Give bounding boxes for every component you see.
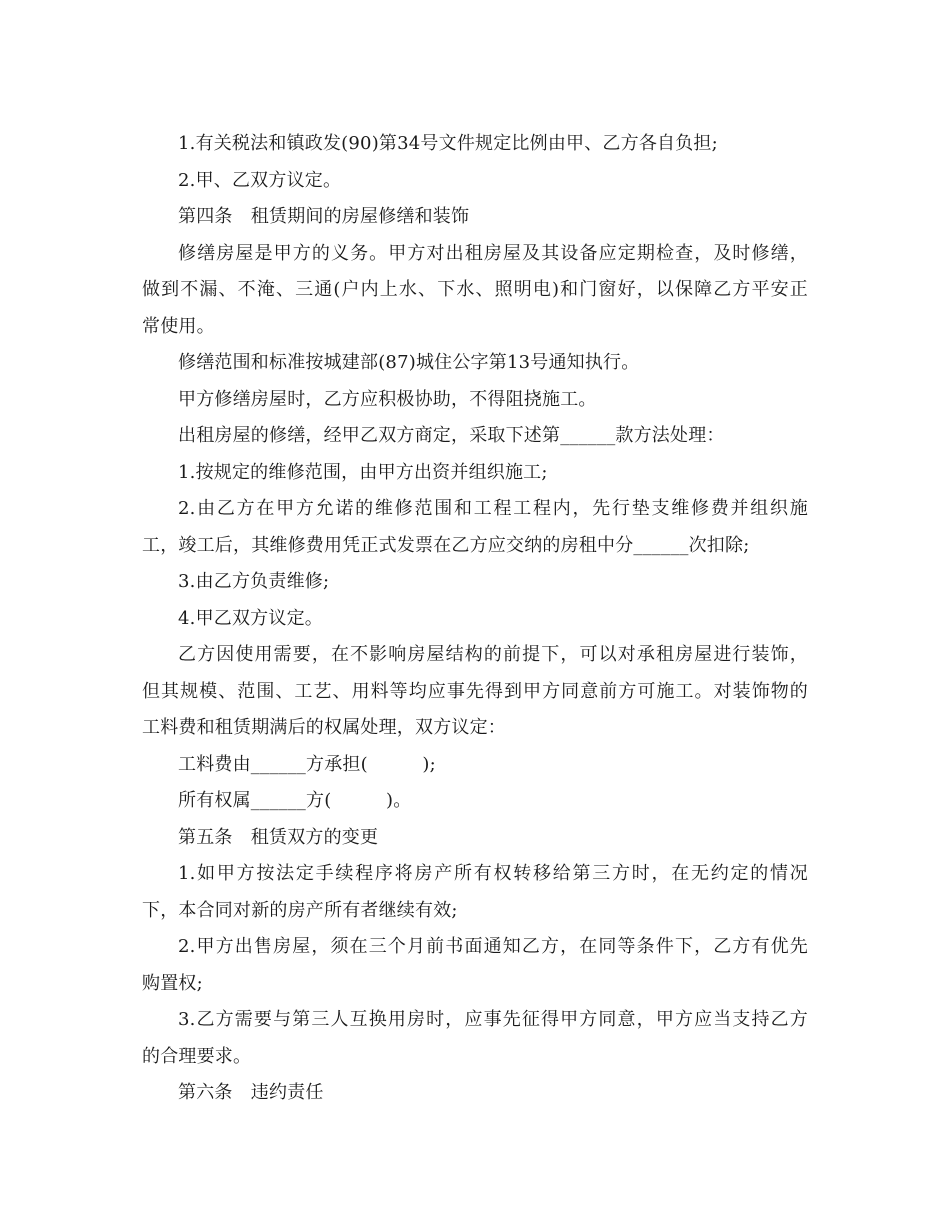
paragraph-line: 修缮范围和标准按城建部(87)城住公字第13号通知执行。 <box>178 352 640 373</box>
document-page <box>142 126 808 1112</box>
paragraph-line: 乙方因使用需要，在不影响房屋结构的前提下，可以对承租房屋进行装饰， <box>178 644 808 665</box>
clause-item: 3.由乙方负责维修; <box>178 571 330 592</box>
clause-item: 2.甲方出售房屋，须在三个月前书面通知乙方，在同等条件下，乙方有优先 <box>178 936 808 957</box>
paragraph-line: 出租房屋的修缮，经甲乙双方商定，采取下述第______款方法处理： <box>178 425 725 446</box>
paragraph-line: 工料费和租赁期满后的权属处理，双方议定： <box>142 717 506 738</box>
fill-in-line-labor-cost: 工料费由______方承担( ); <box>178 753 436 775</box>
article-6-heading: 第六条 违约责任 <box>178 1082 324 1103</box>
clause-item: 1.如甲方按法定手续程序将房产所有权转移给第三方时，在无约定的情况 <box>178 863 808 884</box>
fill-in-line-ownership: 所有权属______方( )。 <box>178 790 412 811</box>
paragraph-line: 常使用。 <box>142 315 215 337</box>
clause-item-continuation: 的合理要求。 <box>142 1045 252 1067</box>
paragraph-line: 但其规模、范围、工艺、用料等均应事先得到甲方同意前方可施工。对装饰物的 <box>142 680 808 702</box>
article-5-heading: 第五条 租赁双方的变更 <box>178 826 379 848</box>
clause-item: 1.按规定的维修范围，由甲方出资并组织施工; <box>178 461 548 483</box>
clause-item-tax-burden: 1.有关税法和镇政发(90)第34号文件规定比例由甲、乙方各自负担; <box>178 133 718 154</box>
clause-item-continuation: 购置权; <box>142 972 203 994</box>
paragraph-line: 甲方修缮房屋时，乙方应积极协助，不得阻挠施工。 <box>178 388 597 410</box>
clause-item: 3.乙方需要与第三人互换用房时，应事先征得甲方同意，甲方应当支持乙方 <box>178 1009 808 1030</box>
article-4-heading: 第四条 租赁期间的房屋修缮和装饰 <box>178 206 470 227</box>
paragraph-line: 修缮房屋是甲方的义务。甲方对出租房屋及其设备应定期检查，及时修缮， <box>178 242 808 264</box>
clause-item: 2.由乙方在甲方允诺的维修范围和工程工程内，先行垫支维修费并组织施 <box>178 498 808 519</box>
clause-item: 4.甲乙双方议定。 <box>178 607 323 629</box>
clause-item-continuation: 下，本合同对新的房产所有者继续有效; <box>142 899 458 921</box>
paragraph-line: 做到不漏、不淹、三通(户内上水、下水、照明电)和门窗好，以保障乙方平安正 <box>142 279 808 300</box>
clause-item-continuation: 工，竣工后，其维修费用凭正式发票在乙方应交纳的房租中分______次扣除; <box>142 534 750 556</box>
clause-item-mutual-agreement: 2.甲、乙双方议定。 <box>178 169 342 191</box>
